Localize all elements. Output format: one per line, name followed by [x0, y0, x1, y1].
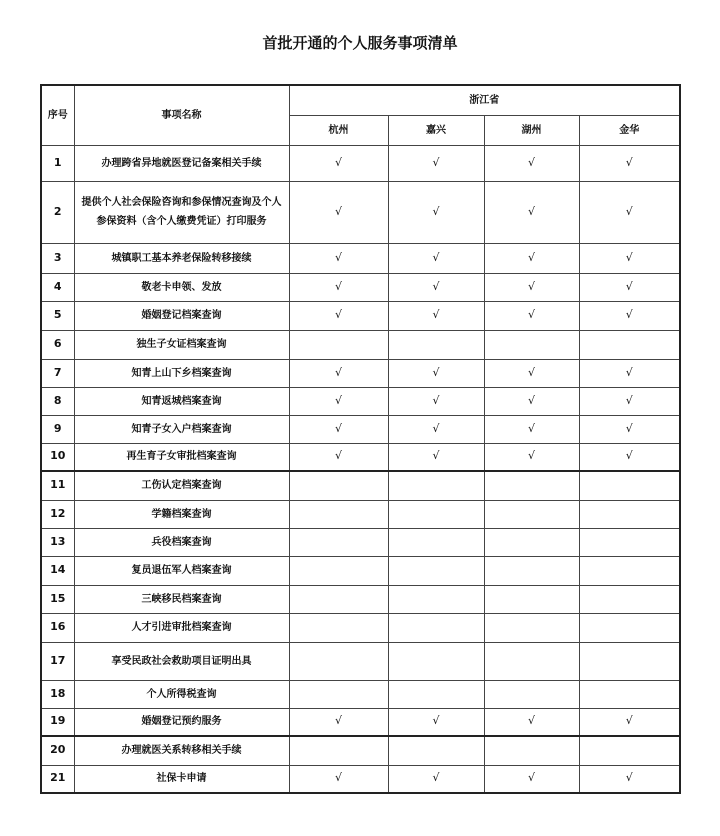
city-check-cell: √	[388, 765, 484, 793]
row-item-name: 办理就医关系转移相关手续	[74, 736, 289, 765]
table-row	[41, 359, 680, 387]
city-check-cell: √	[289, 359, 388, 387]
row-item-name: 享受民政社会救助项目证明出具	[74, 642, 289, 680]
city-check-cell	[388, 528, 484, 556]
row-index: 7	[41, 359, 74, 387]
city-check-cell: √	[388, 708, 484, 736]
city-check-cell	[289, 736, 388, 765]
city-check-cell: √	[388, 301, 484, 330]
city-check-cell	[484, 528, 579, 556]
city-check-cell	[579, 330, 680, 359]
city-check-cell	[484, 471, 579, 500]
table-row	[41, 273, 680, 301]
city-check-cell	[579, 642, 680, 680]
city-check-cell: √	[388, 243, 484, 273]
city-check-cell	[388, 556, 484, 585]
city-check-cell: √	[388, 443, 484, 471]
city-check-cell: √	[289, 765, 388, 793]
row-item-name: 知青子女入户档案查询	[74, 415, 289, 443]
row-index: 5	[41, 301, 74, 330]
city-check-cell: √	[388, 181, 484, 243]
row-index: 12	[41, 500, 74, 528]
row-index: 1	[41, 145, 74, 181]
city-check-cell	[484, 500, 579, 528]
header-index: 序号	[41, 85, 74, 145]
city-check-cell	[579, 613, 680, 642]
row-index: 19	[41, 708, 74, 736]
city-check-cell: √	[289, 145, 388, 181]
header-province: 浙江省	[289, 85, 680, 115]
row-item-name: 知青上山下乡档案查询	[74, 359, 289, 387]
row-index: 2	[41, 181, 74, 243]
row-index: 13	[41, 528, 74, 556]
city-check-cell: √	[579, 301, 680, 330]
row-item-name: 再生育子女审批档案查询	[74, 443, 289, 471]
city-check-cell: √	[484, 415, 579, 443]
row-index: 3	[41, 243, 74, 273]
city-check-cell	[579, 585, 680, 613]
city-check-cell: √	[289, 443, 388, 471]
city-check-cell	[579, 736, 680, 765]
city-check-cell: √	[289, 708, 388, 736]
city-check-cell	[289, 680, 388, 708]
city-check-cell: √	[484, 243, 579, 273]
header-city: 湖州	[484, 115, 579, 145]
document-title: 首批开通的个人服务事项清单	[262, 34, 458, 52]
row-item-name: 个人所得税查询	[74, 680, 289, 708]
city-check-cell	[484, 330, 579, 359]
city-check-cell	[289, 613, 388, 642]
table-row	[41, 528, 680, 556]
city-check-cell: √	[484, 387, 579, 415]
city-check-cell: √	[484, 301, 579, 330]
table-row	[41, 443, 680, 471]
city-check-cell: √	[484, 273, 579, 301]
row-item-name: 三峡移民档案查询	[74, 585, 289, 613]
row-item-name: 社保卡申请	[74, 765, 289, 793]
city-check-cell	[388, 736, 484, 765]
city-check-cell	[579, 500, 680, 528]
table-row	[41, 387, 680, 415]
city-check-cell: √	[289, 415, 388, 443]
city-check-cell	[388, 642, 484, 680]
city-check-cell: √	[289, 181, 388, 243]
table-row	[41, 613, 680, 642]
city-check-cell	[289, 556, 388, 585]
city-check-cell	[388, 500, 484, 528]
row-index: 16	[41, 613, 74, 642]
city-check-cell: √	[579, 443, 680, 471]
table-row	[41, 680, 680, 708]
city-check-cell: √	[579, 359, 680, 387]
city-check-cell: √	[388, 273, 484, 301]
city-check-cell	[388, 585, 484, 613]
city-check-cell	[289, 642, 388, 680]
row-item-name: 婚姻登记档案查询	[74, 301, 289, 330]
header-name: 事项名称	[74, 85, 289, 145]
row-index: 18	[41, 680, 74, 708]
row-index: 20	[41, 736, 74, 765]
table-row	[41, 243, 680, 273]
row-item-name: 办理跨省异地就医登记备案相关手续	[74, 145, 289, 181]
city-check-cell: √	[579, 708, 680, 736]
row-index: 14	[41, 556, 74, 585]
row-index: 9	[41, 415, 74, 443]
city-check-cell: √	[388, 387, 484, 415]
city-check-cell	[484, 585, 579, 613]
table-row	[41, 642, 680, 680]
row-item-name: 工伤认定档案查询	[74, 471, 289, 500]
city-check-cell	[289, 471, 388, 500]
city-check-cell	[289, 528, 388, 556]
city-check-cell: √	[579, 181, 680, 243]
row-index: 8	[41, 387, 74, 415]
city-check-cell: √	[388, 359, 484, 387]
row-item-name: 兵役档案查询	[74, 528, 289, 556]
table-row	[41, 145, 680, 181]
table-row	[41, 736, 680, 765]
row-index: 6	[41, 330, 74, 359]
city-check-cell	[289, 500, 388, 528]
row-item-name: 知青返城档案查询	[74, 387, 289, 415]
row-item-name: 人才引进审批档案查询	[74, 613, 289, 642]
city-check-cell	[579, 471, 680, 500]
city-check-cell	[579, 528, 680, 556]
city-check-cell: √	[388, 145, 484, 181]
table-row	[41, 330, 680, 359]
table-row	[41, 415, 680, 443]
row-index: 10	[41, 443, 74, 471]
city-check-cell	[484, 642, 579, 680]
city-check-cell: √	[579, 145, 680, 181]
city-check-cell	[289, 585, 388, 613]
city-check-cell: √	[484, 145, 579, 181]
row-item-name: 婚姻登记预约服务	[74, 708, 289, 736]
table-row	[41, 765, 680, 793]
row-index: 11	[41, 471, 74, 500]
row-item-name: 提供个人社会保险咨询和参保情况查询及个人参保资料（含个人缴费凭证）打印服务	[74, 181, 289, 243]
table-row	[41, 556, 680, 585]
city-check-cell: √	[289, 301, 388, 330]
city-check-cell: √	[388, 415, 484, 443]
city-check-cell: √	[289, 243, 388, 273]
city-check-cell: √	[289, 273, 388, 301]
city-check-cell	[388, 330, 484, 359]
row-index: 15	[41, 585, 74, 613]
city-check-cell: √	[289, 387, 388, 415]
city-check-cell: √	[579, 243, 680, 273]
city-check-cell: √	[484, 181, 579, 243]
row-index: 4	[41, 273, 74, 301]
header-city: 嘉兴	[388, 115, 484, 145]
row-index: 17	[41, 642, 74, 680]
city-check-cell	[484, 736, 579, 765]
city-check-cell: √	[484, 359, 579, 387]
city-check-cell: √	[579, 415, 680, 443]
city-check-cell	[579, 556, 680, 585]
city-check-cell	[484, 613, 579, 642]
city-check-cell	[388, 680, 484, 708]
table-row	[41, 471, 680, 500]
row-item-name: 独生子女证档案查询	[74, 330, 289, 359]
city-check-cell	[388, 613, 484, 642]
service-items-table	[40, 84, 681, 794]
city-check-cell: √	[579, 273, 680, 301]
city-check-cell: √	[484, 765, 579, 793]
table-row	[41, 181, 680, 243]
table-row	[41, 301, 680, 330]
row-index: 21	[41, 765, 74, 793]
header-city: 金华	[579, 115, 680, 145]
row-item-name: 学籍档案查询	[74, 500, 289, 528]
city-check-cell	[579, 680, 680, 708]
city-check-cell	[484, 680, 579, 708]
row-item-name: 复员退伍军人档案查询	[74, 556, 289, 585]
table-row	[41, 585, 680, 613]
city-check-cell	[289, 330, 388, 359]
city-check-cell	[388, 471, 484, 500]
table-row	[41, 708, 680, 736]
city-check-cell: √	[579, 387, 680, 415]
city-check-cell: √	[484, 708, 579, 736]
table-row	[41, 500, 680, 528]
city-check-cell: √	[579, 765, 680, 793]
row-item-name: 敬老卡申领、发放	[74, 273, 289, 301]
row-item-name: 城镇职工基本养老保险转移接续	[74, 243, 289, 273]
city-check-cell: √	[484, 443, 579, 471]
city-check-cell	[484, 556, 579, 585]
header-city: 杭州	[289, 115, 388, 145]
